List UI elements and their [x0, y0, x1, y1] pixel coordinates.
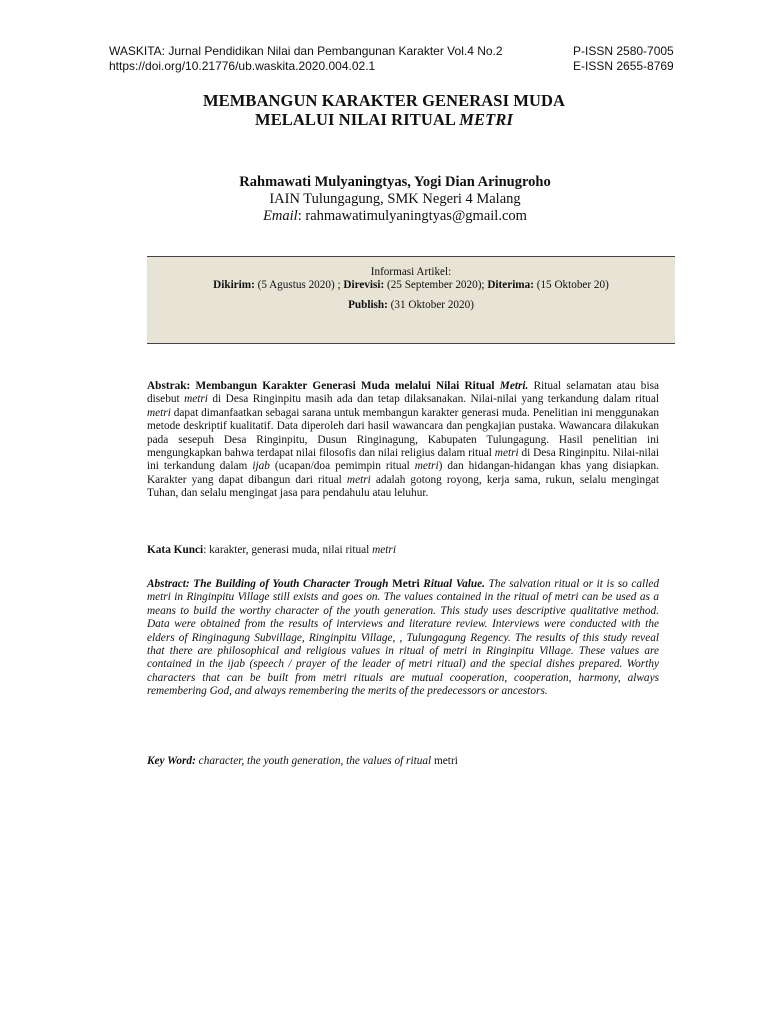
- p-issn: P-ISSN 2580-7005: [573, 44, 674, 58]
- abstract-id-text-5: (ucapan/doa pemimpin ritual: [269, 460, 415, 473]
- submitted-label: Dikirim:: [213, 279, 255, 291]
- article-info-box: [147, 256, 675, 344]
- term-metri: metri: [414, 460, 439, 473]
- keywords-en-normal: metri: [434, 755, 458, 767]
- author-affiliation: IAIN Tulungagung, SMK Negeri 4 Malang: [269, 191, 521, 207]
- term-metri: metri: [184, 393, 208, 406]
- e-issn: E-ISSN 2655-8769: [573, 59, 674, 73]
- title-italic-word: METRI: [459, 110, 513, 129]
- term-ijab: ijab: [252, 460, 270, 473]
- keywords-id-text: : karakter, generasi muda, nilai ritual: [203, 544, 373, 556]
- title-line-2: [0, 110, 768, 129]
- abstract-en-label-end: Ritual Value.: [419, 578, 486, 590]
- published-line: [147, 299, 675, 312]
- title-line-2-text: MELALUI NILAI RITUAL: [255, 110, 460, 129]
- title-line-1: MEMBANGUN KARAKTER GENERASI MUDA: [202, 91, 566, 110]
- accepted-date: (15 Oktober 20): [533, 279, 609, 291]
- keywords-id-italic: metri: [372, 544, 396, 556]
- article-info-heading: Informasi Artikel:: [370, 266, 452, 278]
- abstract-id-label-italic: Metri.: [499, 380, 529, 392]
- submitted-date: (5 Agustus 2020) ;: [254, 279, 344, 291]
- term-metri: metri: [346, 473, 371, 486]
- journal-name: WASKITA: Jurnal Pendidikan Nilai dan Pembangunan Karakter Vol.4 No.2: [109, 44, 503, 58]
- keywords-en-label: Key Word:: [147, 755, 196, 767]
- abstract-id-label: Abstrak: Membangun Karakter Generasi Muda melalui Nilai Ritual: [147, 380, 500, 392]
- abstract-id-text-2: di Desa Ringinpitu masih ada dan tetap dilaksanakan. Nilai-nilai yang terkandung dalam ritual: [207, 393, 659, 406]
- abstract-en-label: Abstract: The Building of Youth Character Trough: [147, 578, 393, 590]
- author-names: Rahmawati Mulyaningtyas, Yogi Dian Arinugroho: [239, 174, 551, 190]
- author-email: [150, 208, 640, 225]
- keywords-id-label: Kata Kunci: [147, 544, 204, 556]
- author-block: [150, 174, 640, 225]
- keywords-english: [147, 755, 659, 768]
- abstract-id-text-7: adalah gotong royong, kerja sama, rukun, selalu mengingat Tuhan, dan selalu mengingat jasa para pendahulu atau leluhur.: [147, 473, 659, 500]
- abstract-en-text: The salvation ritual or it is so called metri in Ringinpitu Village still exists and goes on. The values contained in the ritual of metri can be used as a means to build the worthy character of the youth generation. This study uses descriptive qualitative method. Data were obtained from the results of interviews and literature review. Interviews were conducted with the elders of Ringinagung Subvillage, Ringinpitu Village, , Tulungagung Regency. The results of this study reveal that there are philosophical and religious values in ritual of metri in Ringinpitu Village. These values are contained in the ijab (speech / prayer of the leader of metri ritual) and the special dishes prepared. Worthy characters that can be built from metri rituals are mutual cooperation, cooperation, harmony, always remembering God, and always remembering the merits of the predecessors or ancestors.: [147, 578, 659, 698]
- revised-label: Direvisi:: [343, 279, 385, 291]
- abstract-id-text-1: Ritual selamatan atau bisa disebut: [147, 380, 660, 406]
- abstract-id-text-3: dapat dimanfaatkan sebagai sarana untuk membangun karakter generasi muda. Penelitian ini menggunakan metode deskriptif kualitatif. Data diperoleh dari hasil wawancara dan pengkajian pustaka. Wawancara dilakukan pada sesepuh Desa Ringinpitu, Dusun Ringinagung, Kabupaten Tulungagung. Hasil penelitian ini mengungkapkan bahwa terdapat nilai filosofis dan nilai religius dalam ritual: [147, 406, 659, 460]
- keywords-en-text: character, the youth generation, the values of ritual: [195, 755, 434, 767]
- term-metri: metri: [494, 447, 519, 460]
- doi-link[interactable]: https://doi.org/10.21776/ub.waskita.2020.004.02.1: [109, 59, 376, 73]
- published-label: Publish:: [348, 299, 388, 311]
- revised-date: (25 September 2020);: [384, 279, 488, 291]
- running-header: [109, 44, 678, 74]
- abstract-en-metri: Metri: [392, 578, 420, 590]
- keywords-indonesian: [147, 544, 659, 557]
- article-dates: [147, 279, 675, 292]
- email-label: Email: [263, 208, 298, 224]
- email-value[interactable]: : rahmawatimulyaningtyas@gmail.com: [297, 208, 527, 224]
- abstract-id-text-4: di Desa Ringinpitu. Nilai-nilai ini terkandung dalam: [147, 447, 659, 473]
- published-date: (31 Oktober 2020): [387, 299, 474, 311]
- term-metri: metri: [147, 406, 171, 419]
- abstract-id-text-6: ) dan hidangan-hidangan khas yang disiapkan. Karakter yang dapat dibangun dari ritual: [147, 460, 659, 486]
- accepted-label: Diterima:: [487, 279, 534, 291]
- abstract-indonesian: [147, 380, 659, 501]
- abstract-english: [147, 578, 659, 699]
- paper-title: [0, 91, 768, 129]
